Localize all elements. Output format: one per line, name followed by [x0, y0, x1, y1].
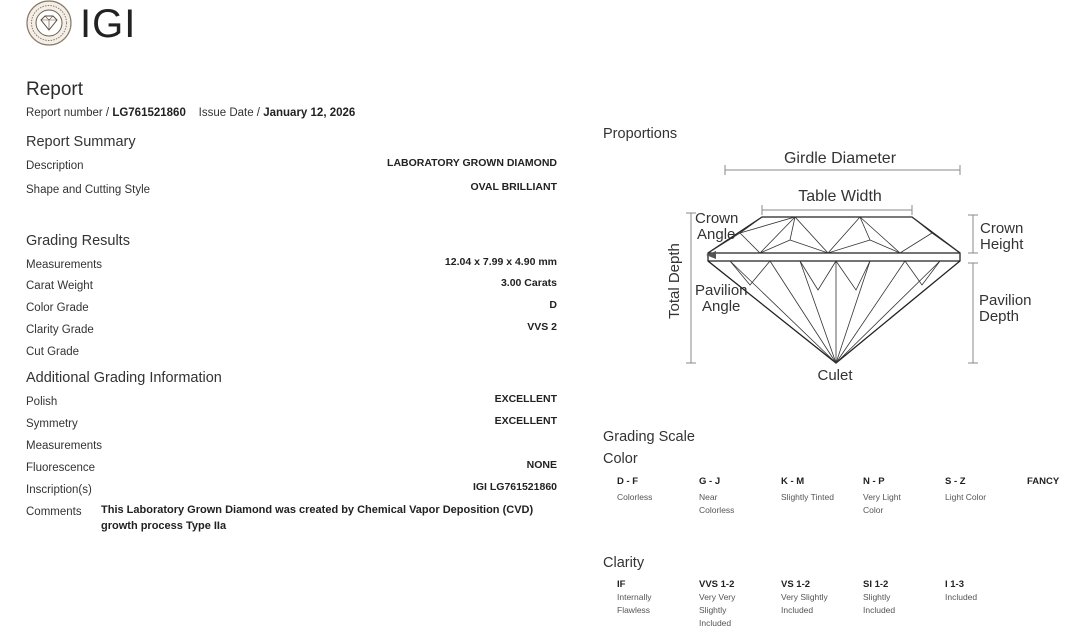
- total-depth-label: Total Depth: [666, 243, 683, 319]
- clarity-scale-code: IF: [617, 579, 626, 590]
- color-scale-item: [1027, 476, 1059, 487]
- igi-logo: [26, 0, 146, 46]
- comments-label: Comments: [26, 506, 82, 518]
- clarity-scale-item: [781, 579, 828, 617]
- report-summary-heading: Report Summary: [26, 134, 136, 150]
- crown-angle-label-line1: Crown: [695, 210, 739, 227]
- color-scale-desc-line: Near: [699, 492, 718, 502]
- issue-date-label: Issue Date /: [198, 107, 261, 119]
- report-meta: [26, 107, 355, 119]
- carat-weight-label: Carat Weight: [26, 280, 93, 292]
- symmetry-label: Symmetry: [26, 418, 78, 430]
- color-scale-desc-line: Colorless: [699, 505, 735, 515]
- description-label: Description: [26, 160, 84, 172]
- color-scale-desc: [863, 491, 901, 517]
- crown-angle-label-line2: Angle: [697, 226, 736, 243]
- color-scale-heading: Color: [603, 451, 638, 467]
- clarity-scale-desc: [863, 591, 895, 617]
- logo-wordmark: IGI: [80, 2, 137, 46]
- color-scale-desc-line: Slightly Tinted: [781, 492, 834, 502]
- color-scale-item: [699, 476, 734, 517]
- proportions-heading: Proportions: [603, 126, 678, 142]
- clarity-scale-item: [945, 579, 977, 604]
- clarity-scale-desc-line: Internally: [617, 592, 652, 602]
- proportions-diagram: [660, 145, 1060, 390]
- additional-measurements-label: Measurements: [26, 440, 103, 452]
- clarity-scale-desc: [945, 591, 977, 604]
- color-scale-desc: [781, 491, 834, 504]
- clarity-scale: [617, 579, 1037, 631]
- report-title: Report: [26, 79, 84, 100]
- table-width-label: Table Width: [798, 188, 882, 205]
- culet-label: Culet: [817, 367, 853, 384]
- color-grade-value: D: [549, 299, 557, 311]
- grading-scale-heading: Grading Scale: [603, 429, 695, 445]
- color-scale-code: D - F: [617, 476, 639, 487]
- shape-label: Shape and Cutting Style: [26, 184, 151, 196]
- shape-value: OVAL BRILLIANT: [470, 181, 557, 193]
- color-scale-code: S - Z: [945, 476, 966, 487]
- inscription-label: Inscription(s): [26, 484, 92, 496]
- clarity-scale-code: VS 1-2: [781, 579, 811, 590]
- clarity-scale-code: I 1-3: [945, 579, 965, 590]
- grading-results-heading: Grading Results: [26, 233, 130, 249]
- fluorescence-value: NONE: [526, 459, 557, 471]
- girdle-diameter-label: Girdle Diameter: [783, 150, 897, 167]
- color-scale-desc: [945, 491, 986, 504]
- color-scale-desc-line: Light Color: [945, 492, 987, 502]
- clarity-scale-code: VVS 1-2: [699, 579, 735, 590]
- clarity-scale-desc-line: Included: [781, 605, 814, 615]
- measurements-label: Measurements: [26, 259, 103, 271]
- clarity-scale-heading: Clarity: [603, 555, 645, 571]
- polish-value: EXCELLENT: [494, 393, 557, 405]
- clarity-scale-desc-line: Slightly: [699, 605, 727, 615]
- clarity-scale-desc-line: Very Slightly: [781, 592, 828, 602]
- clarity-grade-label: Clarity Grade: [26, 324, 94, 336]
- symmetry-value: EXCELLENT: [494, 415, 557, 427]
- color-scale-code: K - M: [781, 476, 805, 487]
- clarity-scale-desc-line: Slightly: [863, 592, 891, 602]
- measurements-value: 12.04 x 7.99 x 4.90 mm: [444, 256, 557, 268]
- color-scale-desc-line: Colorless: [617, 492, 653, 502]
- clarity-scale-desc: [617, 591, 652, 617]
- clarity-scale-desc-line: Included: [945, 592, 978, 602]
- color-scale-code: FANCY: [1027, 476, 1060, 487]
- color-scale: [617, 476, 1077, 526]
- issue-date: January 12, 2026: [263, 107, 356, 119]
- clarity-scale-desc-line: Flawless: [617, 605, 651, 615]
- color-scale-code: N - P: [863, 476, 885, 487]
- color-scale-desc: [617, 491, 652, 504]
- crown-height-label-line2: Height: [980, 236, 1024, 253]
- clarity-scale-code: SI 1-2: [863, 579, 889, 590]
- carat-weight-value: 3.00 Carats: [500, 277, 557, 289]
- pavilion-depth-label-line2: Depth: [979, 308, 1020, 325]
- clarity-scale-desc: [699, 591, 735, 630]
- clarity-scale-desc-line: Included: [863, 605, 896, 615]
- crown-height-label-line1: Crown: [980, 220, 1024, 237]
- pavilion-angle-label-line1: Pavilion: [695, 282, 748, 299]
- additional-info-heading: Additional Grading Information: [26, 370, 222, 386]
- color-scale-desc-line: Color: [863, 505, 884, 515]
- color-grade-label: Color Grade: [26, 302, 89, 314]
- clarity-scale-item: [699, 579, 735, 630]
- clarity-scale-desc-line: Very Very: [699, 592, 736, 602]
- color-scale-code: G - J: [699, 476, 721, 487]
- polish-label: Polish: [26, 396, 58, 408]
- cut-grade-label: Cut Grade: [26, 346, 80, 358]
- igi-seal-icon: [26, 0, 72, 46]
- pavilion-depth-label-line1: Pavilion: [979, 292, 1032, 309]
- clarity-scale-desc: [781, 591, 828, 617]
- clarity-scale-item: [617, 579, 652, 617]
- inscription-value: IGI LG761521860: [472, 481, 557, 493]
- color-scale-item: [617, 476, 652, 504]
- fluorescence-label: Fluorescence: [26, 462, 96, 474]
- pavilion-angle-label-line2: Angle: [702, 298, 741, 315]
- clarity-scale-item: [863, 579, 895, 617]
- report-number: LG761521860: [112, 107, 186, 119]
- color-scale-item: [945, 476, 986, 504]
- report-number-label: Report number /: [26, 107, 110, 119]
- color-scale-desc: [699, 491, 734, 517]
- clarity-scale-desc-line: Included: [699, 618, 732, 628]
- description-value: LABORATORY GROWN DIAMOND: [387, 157, 557, 169]
- comments-value: This Laboratory Grown Diamond was created by Chemical Vapor Deposition (CVD) growth process Type IIa: [101, 504, 534, 532]
- clarity-grade-value: VVS 2: [527, 321, 557, 333]
- color-scale-item: [863, 476, 901, 517]
- color-scale-item: [781, 476, 834, 504]
- color-scale-desc-line: Very Light: [863, 492, 901, 502]
